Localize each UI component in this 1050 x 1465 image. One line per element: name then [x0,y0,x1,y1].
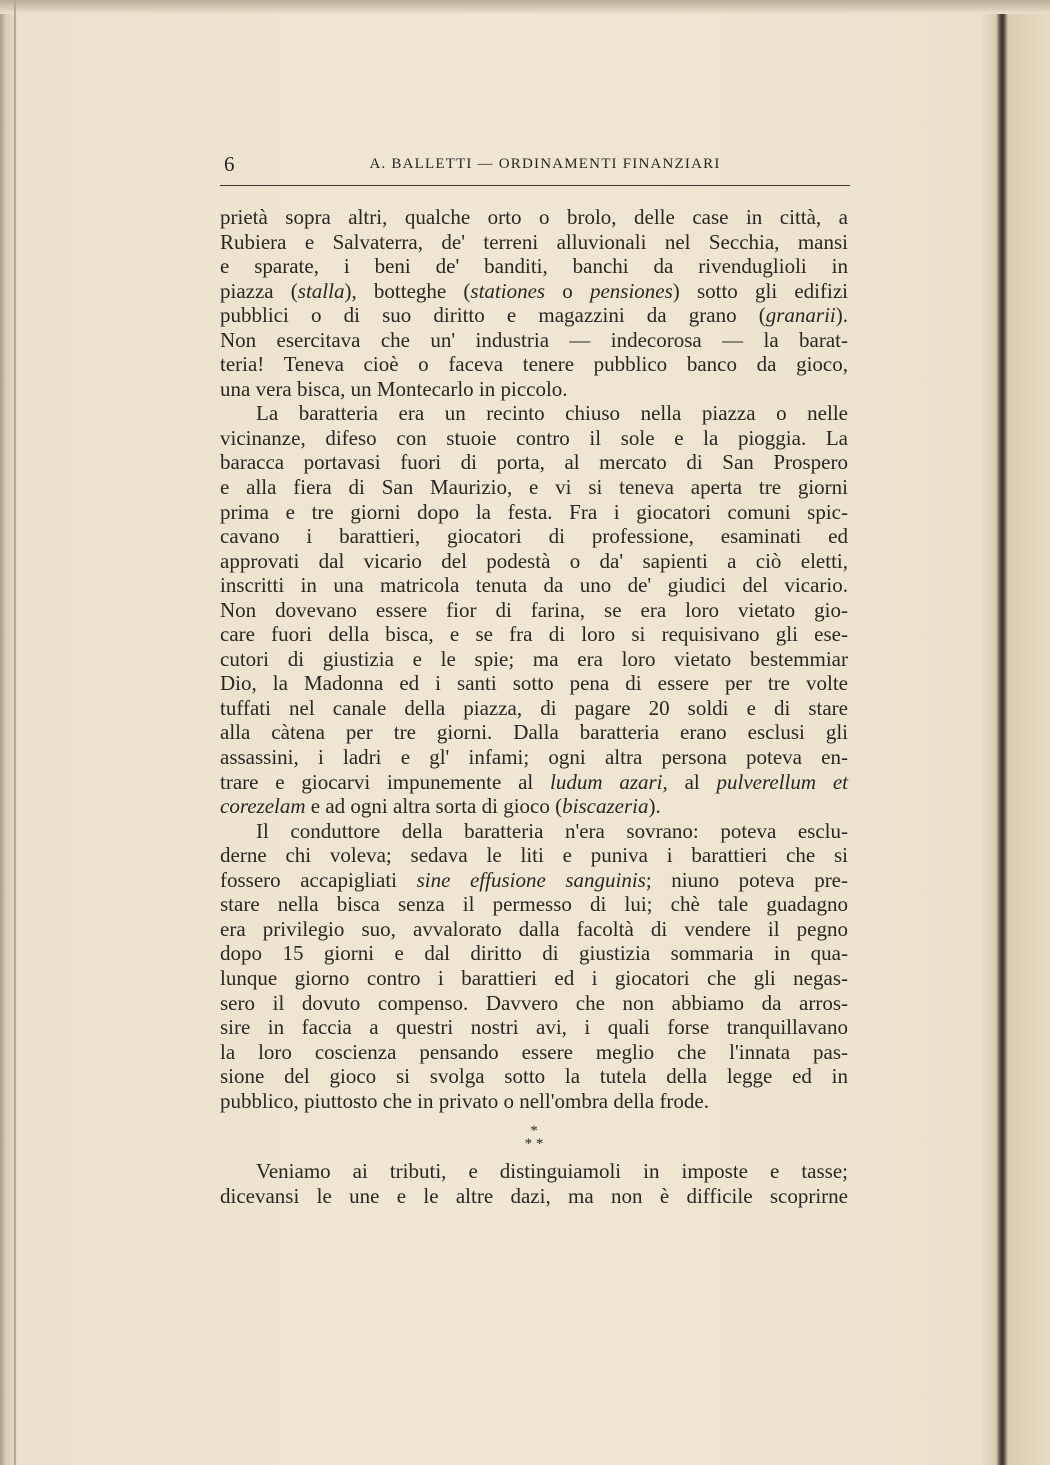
text-line [220,230,848,255]
text-segment: trare e giocarvi impunemente al [220,769,551,794]
page-number: 6 [224,152,235,176]
text-line [220,917,848,942]
italic-text: corezelam [220,794,306,819]
text-line [220,770,848,795]
text-segment: e alla fiera di San Maurizio, e vi si teneva aperta tre giorni [220,475,848,500]
text-segment: piazza ( [220,278,298,303]
text-line [220,352,848,377]
header-rule [220,185,850,186]
running-header [220,152,850,178]
text-segment: fossero accapigliati [220,867,417,892]
text-segment: dopo 15 giorni e dal diritto di giustizia sommaria in qua- [220,941,848,966]
text-segment: tuffati nel canale della piazza, di pagare 20 soldi e di stare [220,695,848,720]
text-line [220,1015,848,1040]
text-segment: inscritti in una matricola tenuta da uno de' giudici del vicario. [220,573,848,598]
italic-text: biscazeria [562,794,649,819]
text-segment: assassini, i ladri e gl' infami; ogni altra persona poteva en- [220,745,848,770]
text-line [220,500,848,525]
text-segment: alla càtena per tre giorni. Dalla baratteria erano esclusi gli [220,720,848,745]
text-segment: Non dovevano essere fior di farina, se era loro vietato gio- [220,597,848,622]
text-segment: derne chi voleva; sedava le liti e puniva i barattieri che si [220,843,848,868]
text-line [220,868,848,893]
italic-text: ludum azari, [550,769,668,794]
text-segment: prietà sopra altri, qualche orto o brolo, delle case in città, a [220,205,848,229]
text-segment: cavano i barattieri, giocatori di professione, esaminati ed [220,524,848,549]
text-line [220,819,848,844]
text-line [220,1064,848,1089]
text-line [220,475,848,500]
text-line [220,279,848,304]
text-line [220,892,848,917]
text-segment: prima e tre giorni dopo la festa. Fra i giocatori comuni spic- [220,499,848,524]
text-line [220,991,848,1016]
text-line [220,966,848,991]
text-segment: una vera bisca, un Montecarlo in piccolo. [220,376,568,401]
text-line [220,671,848,696]
text-line [220,794,848,819]
text-segment: dicevansi le une e le altre dazi, ma non è difficile scoprirne [220,1183,848,1208]
asterism-bottom: * * [524,1136,544,1153]
italic-text: pulverellum et [716,769,848,794]
text-segment: Veniamo ai tributi, e distinguiamoli in imposte e tasse; [256,1159,848,1184]
text-segment: Rubiera e Salvaterra, de' terreni alluvionali nel Secchia, mansi [220,229,848,254]
text-segment: ) sotto gli edifizi [672,278,848,303]
text-segment: lunque giorno contro i barattieri ed i giocatori che gli negas- [220,965,848,990]
text-line [220,720,848,745]
text-line [220,328,848,353]
text-segment: Il conduttore della baratteria n'era sovrano: poteva esclu- [256,818,848,843]
body-text [220,205,848,1208]
text-segment: teria! Teneva cioè o faceva tenere pubblico banco da gioco, [220,352,848,377]
text-line [220,524,848,549]
text-segment: Dio, la Madonna ed i santi sotto pena di essere per tre volte [220,671,848,696]
text-segment: care fuori della bisca, e se fra di loro si requisivano gli ese- [220,622,848,647]
text-segment: vicinanze, difeso con stuoie contro il sole e la pioggia. La [220,425,848,450]
asterism-top: * [530,1123,538,1140]
italic-text: stationes [470,278,546,303]
page-left-edge [14,0,16,1465]
text-line [220,598,848,623]
text-line [220,696,848,721]
text-segment: era privilegio suo, avvalorato dalla facoltà di vendere il pegno [220,916,848,941]
text-line [220,1040,848,1065]
text-line [220,622,848,647]
text-line [220,745,848,770]
text-segment: cutori di giustizia e le spie; ma era loro vietato bestemmiar [220,646,848,671]
text-line [220,647,848,672]
text-line [220,450,848,475]
text-segment: la loro coscienza pensando essere meglio che l'innata pas- [220,1039,848,1064]
asterism [220,1123,848,1153]
text-line [220,401,848,426]
text-segment: al [667,769,717,794]
paragraph [220,819,848,1114]
text-line [220,843,848,868]
text-segment: e ad ogni altra sorta di gioco ( [305,794,563,819]
text-line [220,1089,848,1114]
text-line [220,254,848,279]
text-segment: stare nella bisca senza il permesso di lui; chè tale guadagno [220,892,848,917]
text-line [220,205,848,230]
text-segment: pubblici o di suo diritto e magazzini da grano ( [220,303,766,328]
text-segment: baracca portavasi fuori di porta, al mercato di San Prospero [220,450,848,475]
final-paragraph [220,1159,848,1208]
paragraph [220,205,848,401]
italic-text: pensiones [589,278,673,303]
page-top-edge [0,0,1050,14]
text-line [220,426,848,451]
italic-text: granarii [765,303,836,328]
paragraph [220,401,848,818]
text-segment: Non esercitava che un' industria — indecorosa — la barat- [220,327,848,352]
text-line [220,941,848,966]
text-segment: approvati dal vicario del podestà o da' sapienti a ciò eletti, [220,548,848,573]
text-segment: pubblico, piuttosto che in privato o nell'ombra della frode. [220,1088,709,1113]
text-segment: ), botteghe ( [344,278,471,303]
italic-text: sine effusione sanguinis [416,867,646,892]
text-segment: sire in faccia a questri nostri avi, i quali forse tranquillavano [220,1015,848,1040]
italic-text: stalla [297,278,345,303]
text-line [220,549,848,574]
text-segment: o [545,278,590,303]
text-line [220,1159,848,1184]
text-line [220,303,848,328]
text-line [220,377,848,402]
text-segment: ). [648,794,661,819]
text-segment: La baratteria era un recinto chiuso nella piazza o nelle [256,401,848,426]
text-segment: sero il dovuto compenso. Davvero che non abbiamo da arros- [220,990,848,1015]
text-line [220,573,848,598]
text-line [220,1184,848,1209]
running-title: A. BALLETTI — ORDINAMENTI FINANZIARI [369,156,721,172]
text-segment: e sparate, i beni de' banditi, banchi da rivenduglioli in [220,254,848,279]
text-segment: sione del gioco si svolga sotto la tutela della legge ed in [220,1064,848,1089]
text-segment: ; niuno poteva pre- [645,867,848,892]
text-segment: ). [835,303,848,328]
